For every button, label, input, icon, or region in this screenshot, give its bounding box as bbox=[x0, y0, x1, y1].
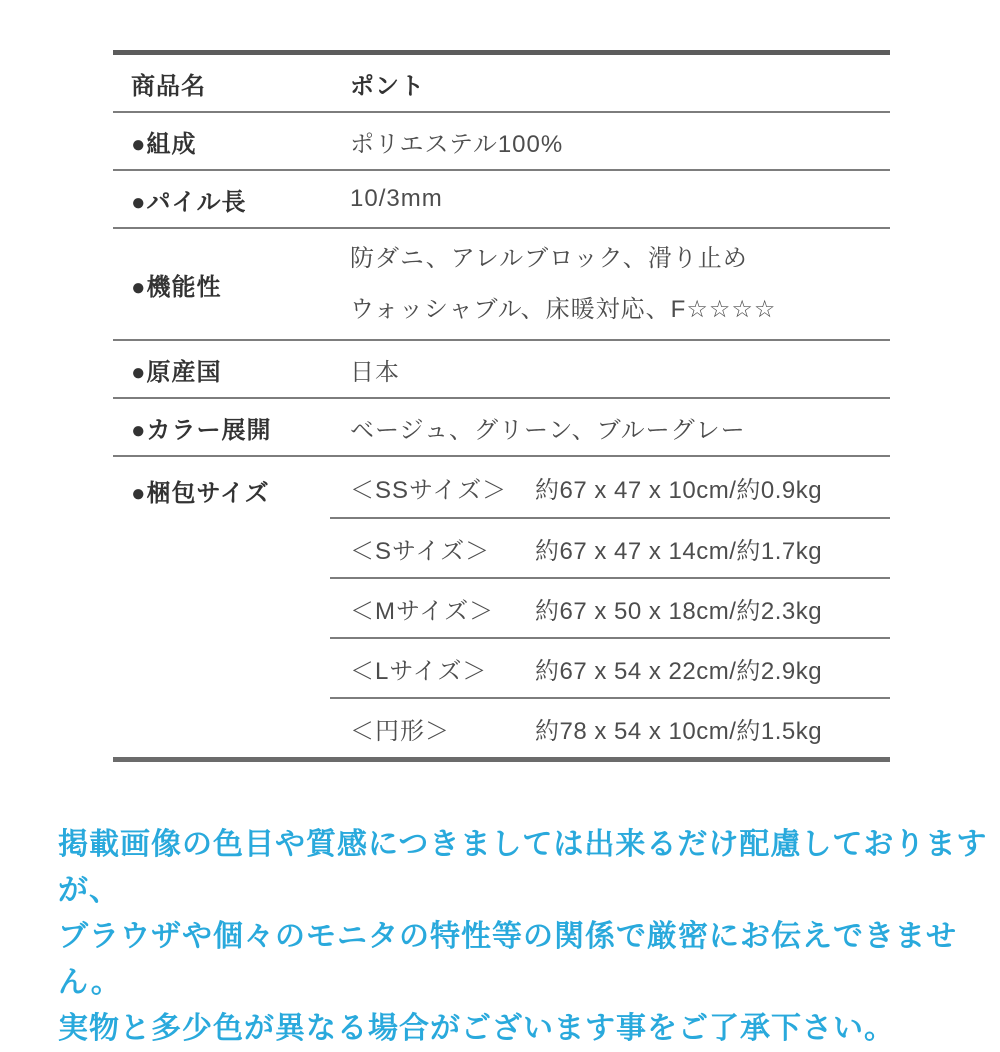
package-size-spec: 約67 x 47 x 10cm/約0.9kg bbox=[535, 476, 823, 504]
spec-row-composition bbox=[113, 113, 890, 171]
spec-label: ●原産国 bbox=[131, 358, 222, 386]
spec-row-pile-length bbox=[113, 171, 890, 229]
package-size-spec: 約67 x 47 x 14cm/約1.7kg bbox=[535, 537, 823, 565]
spec-label: ●梱包サイズ bbox=[131, 480, 270, 507]
feature-line: 防ダニ、アレルブロック、滑り止め bbox=[350, 245, 748, 272]
package-size-spec: 約67 x 54 x 22cm/約2.9kg bbox=[535, 657, 823, 685]
spec-row-origin bbox=[113, 341, 890, 399]
spec-row-features bbox=[113, 229, 890, 341]
spec-value: ポント bbox=[350, 72, 425, 100]
spec-label: ●機能性 bbox=[131, 273, 222, 301]
spec-value: ベージュ、グリーン、ブルーグレー bbox=[350, 416, 746, 444]
color-disclaimer-notice bbox=[58, 822, 1000, 1052]
package-item-l bbox=[330, 637, 890, 697]
package-size-name: ＜Sサイズ＞ bbox=[350, 537, 491, 565]
spec-label: ●組成 bbox=[131, 130, 197, 158]
notice-line: ブラウザや個々のモニタの特性等の関係で厳密にお伝えできません。 bbox=[58, 920, 957, 999]
spec-value: 日本 bbox=[350, 358, 400, 386]
spec-row-colors bbox=[113, 399, 890, 457]
package-size-name: ＜円形＞ bbox=[350, 717, 450, 745]
package-size-name: ＜Lサイズ＞ bbox=[350, 657, 488, 685]
spec-label: ●カラー展開 bbox=[131, 416, 272, 444]
spec-label: 商品名 bbox=[131, 72, 206, 100]
spec-label: ●パイル長 bbox=[131, 188, 247, 216]
package-size-name: ＜SSサイズ＞ bbox=[350, 476, 508, 504]
spec-value: 10/3mm bbox=[350, 185, 443, 212]
spec-row-package-size bbox=[113, 457, 890, 757]
package-item-s bbox=[330, 517, 890, 577]
package-size-spec: 約78 x 54 x 10cm/約1.5kg bbox=[535, 717, 823, 745]
package-size-name: ＜Mサイズ＞ bbox=[350, 597, 495, 625]
spec-value: ポリエステル100% bbox=[350, 130, 564, 158]
product-spec-table bbox=[113, 50, 890, 762]
notice-line: 実物と多少色が異なる場合がございます事をご了承下さい。 bbox=[58, 1012, 895, 1045]
spec-value-multiline bbox=[350, 233, 776, 335]
notice-line: 掲載画像の色目や質感につきましては出来るだけ配慮しておりますが、 bbox=[58, 828, 988, 907]
package-size-spec: 約67 x 50 x 18cm/約2.3kg bbox=[535, 597, 823, 625]
spec-row-product-name bbox=[113, 55, 890, 113]
package-item-ss bbox=[330, 457, 890, 517]
package-item-round bbox=[330, 697, 890, 757]
feature-line: ウォッシャブル、床暖対応、F☆☆☆☆ bbox=[350, 296, 777, 323]
package-size-list bbox=[330, 457, 890, 757]
package-item-m bbox=[330, 577, 890, 637]
